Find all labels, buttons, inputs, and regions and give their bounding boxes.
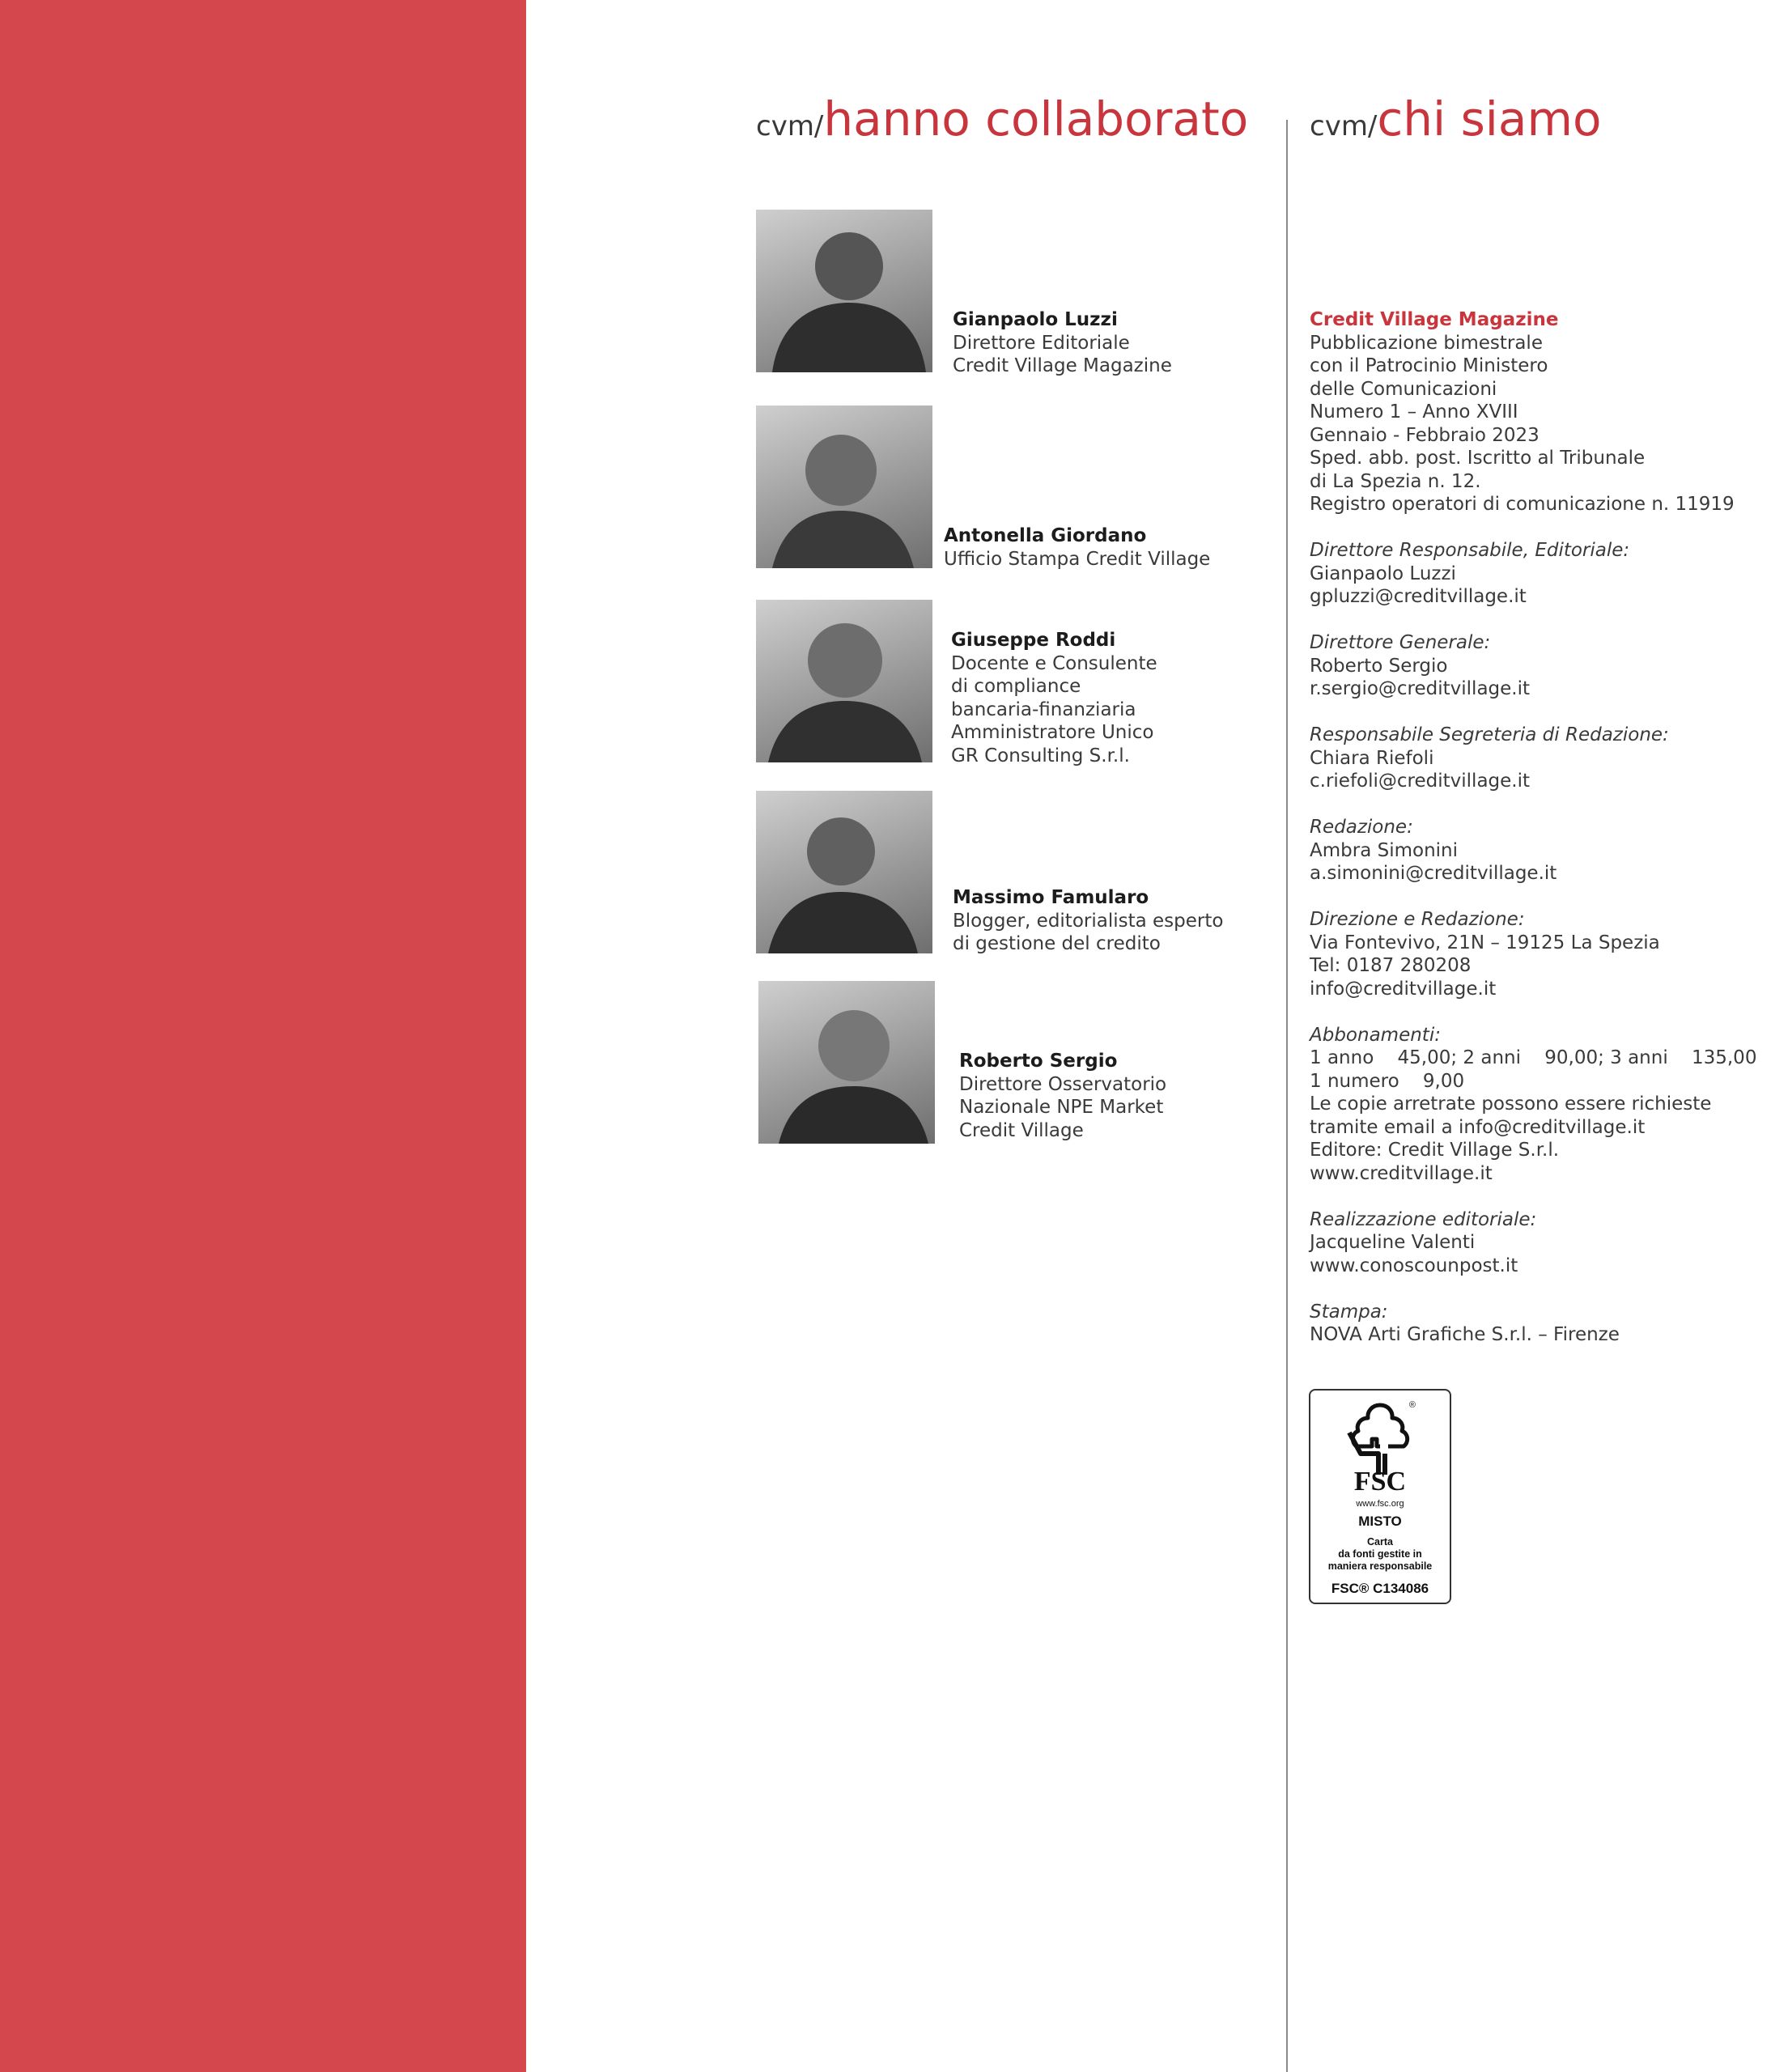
section-line: Editore: Credit Village S.r.l.	[1310, 1140, 1560, 1161]
collaborator-name: Antonella Giordano	[944, 525, 1147, 546]
section-email: a.simonini@creditvillage.it	[1310, 863, 1557, 884]
collaborator-role: Credit Village Magazine	[953, 355, 1172, 376]
section-label: Direttore Responsabile, Editoriale:	[1310, 540, 1630, 561]
section-line: Le copie arretrate possono essere richieste	[1310, 1093, 1712, 1115]
section-label: Realizzazione editoriale:	[1310, 1208, 1537, 1230]
section-line: Ambra Simonini	[1310, 839, 1459, 861]
section-label: Direttore Generale:	[1310, 632, 1491, 653]
portrait-photo-luzzi	[756, 210, 932, 372]
section-line: Chiara Riefoli	[1310, 747, 1434, 769]
intro-line: Sped. abb. post. Iscritto al Tribunale	[1310, 448, 1646, 469]
section-website: www.creditvillage.it	[1310, 1162, 1493, 1184]
heading-title: chi siamo	[1377, 91, 1602, 146]
colophon	[1310, 308, 1787, 1347]
fsc-misto-label: MISTO	[1358, 1514, 1402, 1529]
section-line: tramite email a info@creditvillage.it	[1310, 1116, 1646, 1138]
intro-line: delle Comunicazioni	[1310, 378, 1497, 400]
collaborator-role: Direttore Editoriale	[953, 332, 1130, 354]
section-email: c.riefoli@creditvillage.it	[1310, 771, 1531, 792]
collaborator-famularo	[953, 886, 1223, 956]
fsc-url: www.fsc.org	[1356, 1499, 1404, 1509]
section-prices: 1 anno 45,00; 2 anni 90,00; 3 anni 135,00	[1310, 1047, 1757, 1068]
section-label: Abbonamenti:	[1310, 1024, 1441, 1046]
heading-hanno-collaborato	[756, 91, 1249, 146]
intro-line: Gennaio - Febbraio 2023	[1310, 424, 1540, 446]
heading-prefix: cvm/	[756, 110, 824, 142]
collaborator-role: bancaria-finanziaria	[951, 698, 1136, 720]
heading-title: hanno collaborato	[823, 91, 1249, 146]
collaborator-name: Massimo Famularo	[953, 887, 1149, 908]
intro-line: Numero 1 – Anno XVIII	[1310, 401, 1518, 422]
section-line: Roberto Sergio	[1310, 655, 1448, 677]
section-line: Gianpaolo Luzzi	[1310, 563, 1456, 584]
section-phone: Tel: 0187 280208	[1310, 955, 1472, 976]
portrait-photo-famularo	[756, 791, 932, 953]
fsc-certification-badge	[1309, 1389, 1451, 1604]
section-email: r.sergio@creditvillage.it	[1310, 678, 1531, 699]
portrait-photo-giordano	[756, 405, 932, 568]
section-segreteria	[1310, 724, 1787, 793]
section-address: Via Fontevivo, 21N – 19125 La Spezia	[1310, 932, 1660, 953]
intro-line: Registro operatori di comunicazione n. 11919	[1310, 494, 1735, 515]
section-label: Responsabile Segreteria di Redazione:	[1310, 724, 1669, 745]
fsc-carta-line: da fonti gestite in	[1338, 1548, 1422, 1560]
fsc-license-code: FSC® C134086	[1331, 1581, 1429, 1596]
intro-line: Pubblicazione bimestrale	[1310, 332, 1543, 354]
fsc-carta-line: maniera responsabile	[1327, 1560, 1433, 1572]
collaborator-role: Blogger, editorialista esperto	[953, 910, 1224, 932]
column-divider	[1286, 120, 1288, 2072]
collaborator-role: Credit Village	[959, 1119, 1084, 1141]
collaborator-sergio	[959, 1050, 1166, 1142]
fsc-brand-text: FSC	[1353, 1467, 1407, 1497]
section-stampa	[1310, 1301, 1787, 1347]
collaborator-role: Ufficio Stampa Credit Village	[944, 548, 1211, 570]
collaborator-name: Giuseppe Roddi	[951, 630, 1116, 651]
section-line: NOVA Arti Grafiche S.r.l. – Firenze	[1310, 1324, 1620, 1345]
collaborator-giordano	[944, 524, 1210, 571]
section-email: info@creditvillage.it	[1310, 978, 1497, 1000]
heading-prefix: cvm/	[1310, 110, 1378, 142]
collaborator-role: Docente e Consulente	[951, 652, 1157, 674]
heading-chi-siamo	[1310, 91, 1602, 146]
collaborator-name: Gianpaolo Luzzi	[953, 309, 1118, 330]
fsc-registered-mark: ®	[1408, 1400, 1416, 1410]
section-redazione	[1310, 816, 1787, 885]
magazine-name: Credit Village Magazine	[1310, 309, 1559, 330]
collaborator-role: di gestione del credito	[953, 933, 1161, 954]
collaborator-role: Direttore Osservatorio	[959, 1073, 1167, 1095]
side-color-band	[0, 0, 526, 2072]
intro-line: con il Patrocinio Ministero	[1310, 355, 1548, 376]
collaborator-name: Roberto Sergio	[959, 1051, 1118, 1072]
section-abbonamenti	[1310, 1024, 1787, 1186]
portrait-photo-roddi	[756, 600, 932, 762]
section-label: Direzione e Redazione:	[1310, 909, 1525, 930]
section-label: Stampa:	[1310, 1301, 1388, 1323]
section-line: Jacqueline Valenti	[1310, 1232, 1476, 1253]
portrait-photo-sergio	[758, 981, 935, 1144]
section-direttore-responsabile	[1310, 539, 1787, 609]
section-label: Redazione:	[1310, 817, 1413, 838]
intro-line: di La Spezia n. 12.	[1310, 470, 1481, 492]
fsc-carta-text	[1310, 1536, 1450, 1573]
section-website: www.conoscounpost.it	[1310, 1255, 1518, 1276]
collaborator-luzzi	[953, 308, 1172, 378]
section-direzione	[1310, 908, 1787, 1000]
section-direttore-generale	[1310, 631, 1787, 701]
collaborator-role: Nazionale NPE Market	[959, 1097, 1164, 1118]
collaborator-role: Amministratore Unico	[951, 722, 1154, 743]
collaborator-roddi	[951, 629, 1157, 767]
section-realizzazione	[1310, 1208, 1787, 1278]
fsc-carta-line: Carta	[1367, 1536, 1393, 1548]
collaborator-role: GR Consulting S.r.l.	[951, 745, 1130, 766]
collaborator-role: di compliance	[951, 676, 1081, 697]
section-email: gpluzzi@creditvillage.it	[1310, 586, 1527, 607]
section-price-single: 1 numero 9,00	[1310, 1070, 1465, 1092]
